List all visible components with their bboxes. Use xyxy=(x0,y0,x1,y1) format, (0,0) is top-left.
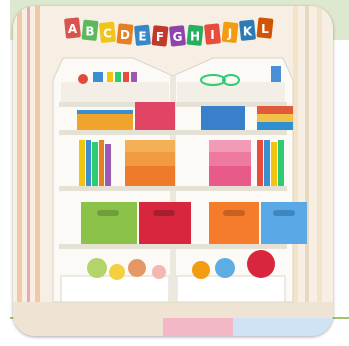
banner-flag xyxy=(186,25,203,46)
banner-letter: I xyxy=(210,28,215,43)
banner-flag xyxy=(239,20,256,41)
banner-letter: H xyxy=(189,29,201,44)
banner-letter: D xyxy=(120,28,130,43)
banner-flag xyxy=(221,22,238,43)
banner-letter: F xyxy=(155,29,165,44)
banner-letter: A xyxy=(67,22,78,36)
bookcase-photo xyxy=(13,6,333,336)
banner-flag xyxy=(81,20,98,41)
banner-letter: E xyxy=(138,29,147,44)
bookcase-illustration xyxy=(13,6,333,336)
banner-flag xyxy=(99,22,116,43)
banner-letter: L xyxy=(261,22,269,36)
banner-flag xyxy=(151,25,168,46)
banner-flag xyxy=(134,25,151,46)
banner-flag xyxy=(116,23,133,44)
banner-flag xyxy=(64,17,81,38)
banner-flag xyxy=(204,23,221,44)
banner-flag xyxy=(256,17,273,38)
banner-flag xyxy=(169,25,186,46)
banner-letter: B xyxy=(85,24,95,39)
banner-letter: C xyxy=(103,26,112,41)
banner-letter: K xyxy=(242,24,253,39)
banner-letter: G xyxy=(172,29,183,44)
banner-letter: J xyxy=(227,26,233,41)
